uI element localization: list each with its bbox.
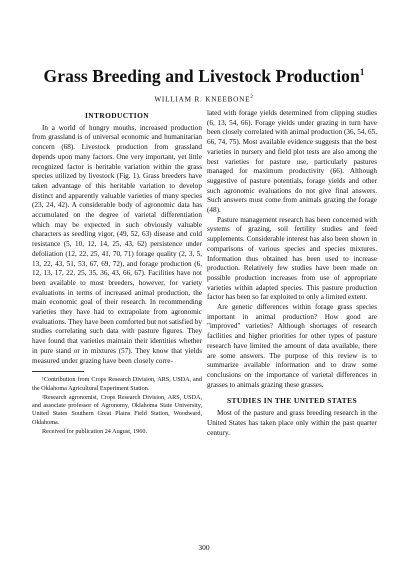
article-title xyxy=(0,66,408,87)
page-number: 300 xyxy=(198,543,210,552)
left-column xyxy=(32,109,202,437)
author-footnote-mark: 2 xyxy=(250,95,254,100)
footnote-rule xyxy=(32,371,84,372)
footnote-2: ²Research agronomist, Crops Research Division, ARS, USDA, and associate professor of Agronomy, Oklahoma State University, United States Southern Great Plains Field Station, Woodward, Oklahoma. xyxy=(32,393,202,426)
studies-us-heading: STUDIES IN THE UNITED STATES xyxy=(227,396,357,406)
continued-paragraph: lated with forage yields determined from clipping studies (6, 13, 54, 66). Forage yields under grazing in turn have been closely correlated with animal production (36, 54, 65, 66, 74, 75). Most available evidence suggests that the best varieties in nursery and field plot tests are also among the best varieties for pasture use, particularly pastures managed for maximum productivity (66). Although suggestive of pasture potentials, forage yields and other such agronomic evaluations do not give final answers. Such answers must come from animals grazing the forage (48). xyxy=(207,109,377,215)
received-date-note: Received for publication 24 August, 1960. xyxy=(42,428,147,436)
article-title-text: Grass Breeding and Livestock Production xyxy=(43,66,360,86)
us-paragraph: Most of the pasture and grass breeding research in the United States has taken place only within the past quarter century. xyxy=(207,409,377,437)
right-column xyxy=(207,109,377,438)
footnotes xyxy=(32,376,202,436)
management-paragraph: Pasture management research has been concerned with systems of grazing, soil fertility studies and feed supplements. Considerable interest has also been shown in comparisons of various species and species mixtures. Information thus obtained has been used to increase production. Relatively few studies have been made on possible production increases from use of appropriate varieties within adapted species. This pasture production factor has been so far exploited to only a limited extent. xyxy=(207,215,377,302)
intro-paragraph: In a world of hungry mouths, increased production from grassland is of universal economic and humanitarian concern (68). Livestock production from grassland depends upon many factors. One very important, yet little recognized factor is heritable variation within the grass species utilized by livestock (Fig. 1). Grass breeders have taken advantage of this heritable variation to develop distinct and apparently valuable varieties of many species (23, 24, 42). A considerable body of agronomic data has accumulated on the degree of varietal differentiation which may be expected in such obviously valuable characters as seedling vigor, (49, 52, 63) disease and cold resistance (5, 10, 12, 14, 25, 43, 62) persistence under defoliation (12, 22, 25, 41, 70, 71) forage quality (2, 3, 5, 13, 22, 43, 51, 53, 67, 69, 72), and forage production (6, 12, 13, 17, 22, 25, 35, 36, 43, 66, 67). Facilities have not been available to most breeders, however, for variety evaluations in terms of increased animal production, the main economic goal of their research. In recommending varieties they have had to extrapolate from agronomic evaluations. They have been comforted but not satisfied by studies correlating such data with pasture figures. They have found that varieties maintain their identities whether in pure stand or in mixtures (57). They know that yields measured under grazing have been closely corre- xyxy=(32,123,202,365)
footnote-1: ¹Contribution from Crops Research Division, ARS, USDA, and the Oklahoma Agricultural Experiment Station. xyxy=(32,376,202,392)
genetic-differences-paragraph: Are genetic differences within forage grass species important in animal production? How good are "improved" varieties? Although shortages of research facilities and higher priorities for other types of pasture research have limited the amount of data available, there are some answers. The purpose of this review is to summarize available information and to draw some conclusions on the importance of varietal differences in grasses to animals grazing these grasses. xyxy=(207,303,377,389)
introduction-heading: INTRODUCTION xyxy=(85,111,149,120)
title-footnote-mark: 1 xyxy=(359,67,365,78)
author-line xyxy=(0,95,408,103)
author-name: WILLIAM R. KNEEBONE xyxy=(154,95,251,104)
